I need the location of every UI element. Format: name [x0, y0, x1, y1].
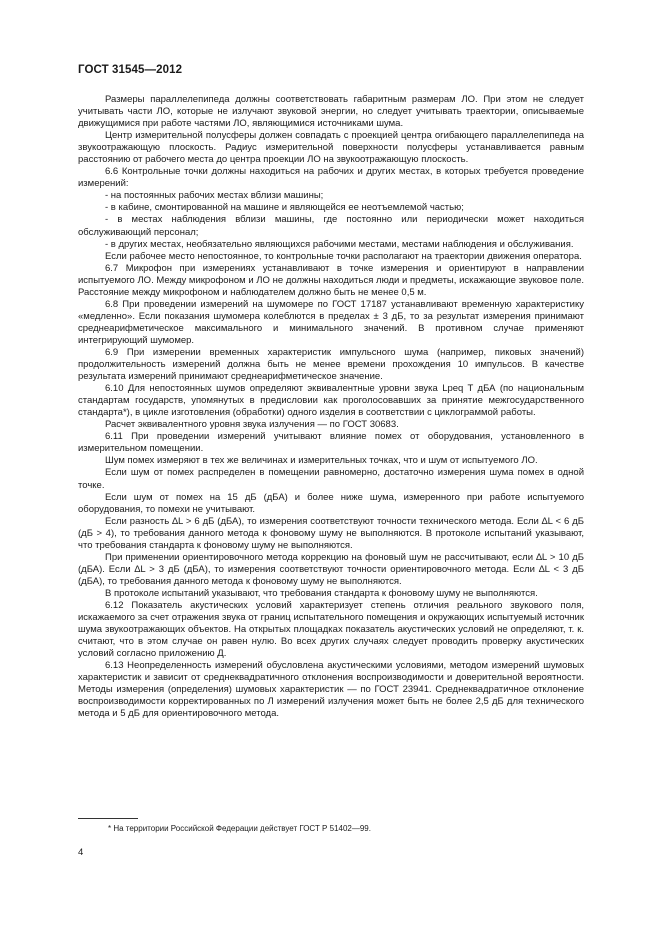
paragraph: 6.13 Неопределенность измерений обусловлена акустическими условиями, методом измерений шумовых характеристик и зависит от среднеквадратичного отклонения воспроизводимости и доверительной вероятности. Методы измерения (определения) шумовых характеристик — по ГОСТ 23941. Среднеквадратичное отклонение воспроизводимости корректированных по Л измерений излучения может быть не более 2,5 дБ для технического метода и 5 дБ для ориентировочного метода.	[78, 660, 584, 720]
paragraph: 6.9 При измерении временных характеристик импульсного шума (например, пиковых значений) продолжительность измерений должна быть не менее времени прохождения 10 импульсов. В качестве результата измерений принимают среднеарифметическое значение.	[78, 346, 584, 383]
paragraph: 6.6 Контрольные точки должны находиться на рабочих и других местах, в которых требуется проведение измерений:	[78, 166, 584, 190]
list-item: - на постоянных рабочих местах вблизи машины;	[105, 190, 324, 202]
paragraph: 6.11 При проведении измерений учитывают влияние помех от оборудования, установленного в измерительном помещении.	[78, 431, 584, 455]
paragraph: 6.8 При проведении измерений на шумомере по ГОСТ 17187 устанавливают временную характеристику «медленно». Если показания шумомера колеблются в пределах ± 3 дБ, то за результат измерения принимают среднеарифметическое максимального и минимального значений. В противном случае применяют интегрирующий шумомер.	[78, 298, 584, 346]
paragraph: Если шум от помех распределен в помещении равномерно, достаточно измерения шума помех в одной точке.	[78, 467, 584, 491]
footnote: * На территории Российской Федерации действует ГОСТ Р 51402—99.	[108, 824, 371, 833]
paragraph: Расчет эквивалентного уровня звука излучения — по ГОСТ 30683.	[105, 419, 399, 431]
list-item: - в кабине, смонтированной на машине и являющейся ее неотъемлемой частью;	[105, 202, 464, 214]
paragraph: Если рабочее место непостоянное, то контрольные точки располагают на траектории движения оператора.	[105, 250, 582, 262]
list-item: - в других местах, необязательно являющихся рабочими местами, местами наблюдения и обслуживания.	[105, 238, 574, 250]
paragraph: При применении ориентировочного метода коррекцию на фоновый шум не рассчитывают, если ∆L > 10 дБ (дБА). Если ∆L > 3 дБ (дБА), то измерения соответствуют точности ориентировочного метода. Если ∆L < 3 дБ (дБА), то требования данного метода к фоновому шуму не выполняются.	[78, 551, 584, 587]
paragraph: 6.12 Показатель акустических условий характеризует степень отличия реального звукового поля, искажаемого за счет отражения звука от границ испытательного помещения и окружающих испытуемый источник шума звукоотражающих объектов. На открытых площадках показатель акустических условий не определяют, т. к. считают, что в этом случае он равен нулю. Во всех других случаях следует проводить проверку акустических условий согласно приложению Д.	[78, 599, 584, 660]
document-body	[78, 94, 584, 720]
paragraph: Размеры параллелепипеда должны соответствовать габаритным размерам ЛО. При этом не следует учитывать части ЛО, которые не излучают звуковой энергии, но следует учитывать траектории, описываемые движущимися при работе частями ЛО, являющимися источниками шума.	[78, 94, 584, 130]
standard-header: ГОСТ 31545—2012	[78, 64, 183, 76]
footnote-divider	[78, 818, 138, 819]
page-number: 4	[78, 847, 84, 858]
paragraph: Если разность ∆L > 6 дБ (дБА), то измерения соответствуют точности технического метода. Если ∆L < 6 дБ (дБ > 4), то требования данного метода к фоновому шуму не выполняются. В протоколе испытаний указывают, что требования стандарта к фоновому шуму не выполняются.	[78, 515, 584, 551]
paragraph: Если шум от помех на 15 дБ (дБА) и более ниже шума, измеренного при работе испытуемого оборудования, то помехи не учитывают.	[78, 491, 584, 515]
list-item: - в местах наблюдения вблизи машины, где постоянно или периодически может находиться обслуживающий персонал;	[78, 214, 584, 238]
paragraph: Шум помех измеряют в тех же величинах и измерительных точках, что и шум от испытуемого ЛО.	[105, 455, 538, 467]
paragraph: 6.7 Микрофон при измерениях устанавливают в точке измерения и ориентируют в направлении испытуемого ЛО. Между микрофоном и ЛО не должны находиться люди и предметы, искажающие звуковое поле. Расстояние между микрофоном и наблюдателем должно быть не менее 0,5 м.	[78, 262, 584, 298]
paragraph: В протоколе испытаний указывают, что требования стандарта к фоновому шуму не выполняются.	[105, 587, 538, 599]
paragraph: Центр измерительной полусферы должен совпадать с проекцией центра огибающего параллелепипеда на звукоотражающую плоскость. Радиус измерительной поверхности полусферы устанавливается равным расстоянию от рабочего места до центра проекции ЛО на звукоотражающую плоскость.	[78, 130, 584, 166]
paragraph: 6.10 Для непостоянных шумов определяют эквивалентные уровни звука Lрeq T дБА (по национальным стандартам государств, упомянутых в предисловии как проголосовавших за принятие межгосударственного стандарта*), в цикле изготовления (обработки) одного изделия в соответствии с циклограммой работы.	[78, 383, 584, 419]
